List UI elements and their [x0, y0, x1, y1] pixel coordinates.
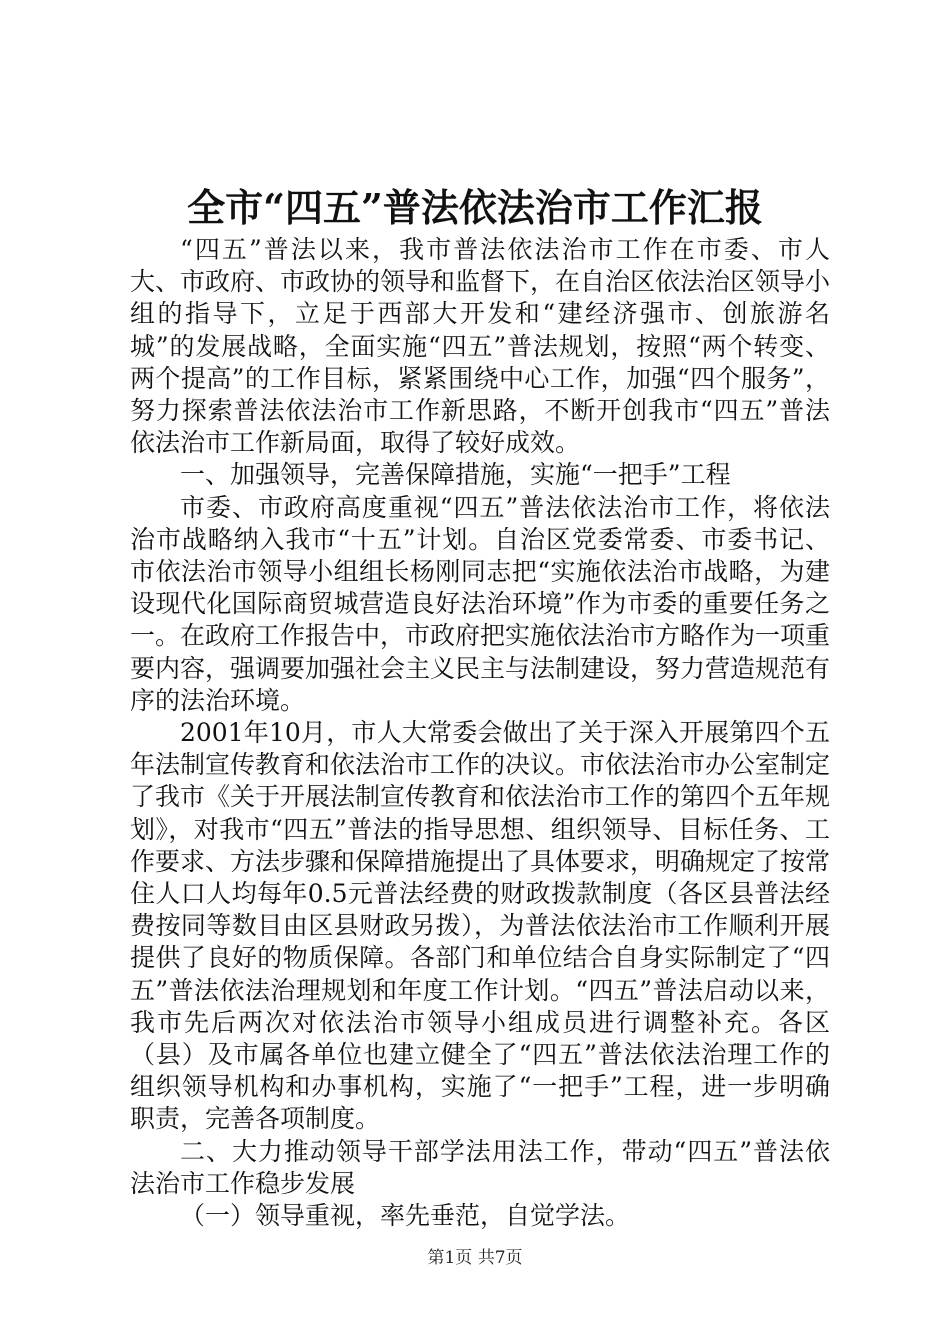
section-1-paragraph-2: 2001年10月，市人大常委会做出了关于深入开展第四个五年法制宣传教育和依法治市工作的决议。市依法治市办公室制定了我市《关于开展法制宣传教育和依法治市工作的第四个五年规划》，对我市“四五”普法的指导思想、组织领导、目标任务、工作要求、方法步骤和保障措施提出了具体要求，明确规定了按常住人口人均每年0.5元普法经费的财政拨款制度（各区县普法经费按同等数目由区县财政另拨），为普法依法治市工作顺利开展提供了良好的物质保障。各部门和单位结合自身实际制定了“四五”普法依法治理规划和年度工作计划。“四五”普法启动以来，我市先后两次对依法治市领导小组成员进行调整补充。各区（县）及市属各单位也建立健全了“四五”普法依法治理工作的组织领导机构和办事机构，实施了“一把手”工程，进一步明确职责，完善各项制度。	[130, 718, 831, 1134]
section-1-paragraph-1: 市委、市政府高度重视“四五”普法依法治市工作，将依法治市战略纳入我市“十五”计划。自治区党委常委、市委书记、市依法治市领导小组组长杨刚同志把“实施依法治市战略，为建设现代化国际商贸城营造良好法治环境”作为市委的重要任务之一。在政府工作报告中，市政府把实施依法治市方略作为一项重要内容，强调要加强社会主义民主与法制建设，努力营造规范有序的法治环境。	[130, 492, 831, 715]
subsection-heading-1: （一）领导重视，率先垂范，自觉学法。	[180, 1201, 631, 1231]
section-heading-2: 二、大力推动领导干部学法用法工作，带动“四五”普法依法治市工作稳步发展	[130, 1136, 830, 1198]
page-footer: 第1页 共7页	[427, 1248, 523, 1268]
document-title: 全市“四五”普法依法治市工作汇报	[187, 185, 763, 230]
section-heading-1: 一、加强领导，完善保障措施，实施“一把手”工程	[180, 460, 731, 490]
intro-paragraph: “四五”普法以来，我市普法依法治市工作在市委、市人大、市政府、市政协的领导和监督下，在自治区依法治区领导小组的指导下，立足于西部大开发和“建经济强市、创旅游名城”的发展战略，全面实施“四五”普法规划，按照“两个转变、两个提高”的工作目标，紧紧围绕中心工作，加强“四个服务”，努力探索普法依法治市工作新思路，不断开创我市“四五”普法依法治市工作新局面，取得了较好成效。	[130, 235, 831, 458]
document-body	[130, 234, 830, 1232]
